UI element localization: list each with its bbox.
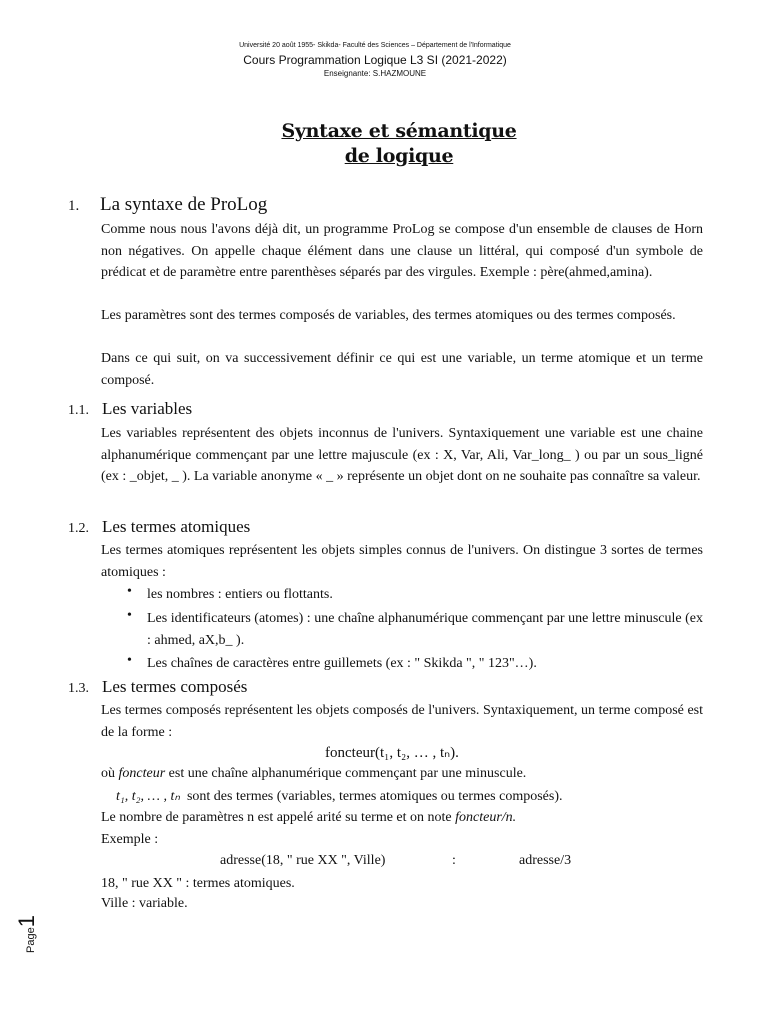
section-1-heading: [68, 194, 267, 216]
section-number: 1.: [68, 198, 80, 214]
document-title-line2: de logique: [344, 145, 454, 167]
example-arity: adresse/3: [519, 853, 572, 868]
university-line: Université 20 août 1955- Skikda- Faculté des Sciences – Département de l'Informatique: [239, 42, 511, 49]
section-1-1-heading: [68, 399, 192, 419]
example-label: Exemple :: [101, 832, 159, 847]
section-1-paragraph-2: Les paramètres sont des termes composés de variables, des termes atomiques ou des termes composés.: [101, 308, 676, 323]
arity-definition: [101, 810, 516, 826]
section-title: Les variables: [102, 399, 193, 418]
section-title: Les termes atomiques: [102, 517, 251, 536]
course-title: Cours Programmation Logique L3 SI (2021-2022): [243, 53, 507, 67]
math-arity: foncteur/n.: [455, 810, 517, 825]
section-1-1-paragraph: Les variables représentent des objets inconnus de l'univers. Syntaxiquement une variable est une chaine alphanumérique commençant par une lettre majuscule (ex : X, Var, Ali, Var_long_ ) ou par un sous_ligné (ex : _objet, _ ). La variable anonyme « _ » représente un objet dont on ne souhaite pas connaître sa valeur.: [101, 426, 703, 484]
terms-definition: [116, 788, 563, 805]
example-separator: :: [452, 853, 456, 868]
bullet-marker: •: [127, 653, 132, 668]
formula: foncteur(t₁, t₂, … , tₙ).: [325, 745, 459, 761]
text-where: où: [101, 766, 115, 781]
foncteur-definition: [101, 766, 526, 782]
list-item: les nombres : entiers ou flottants.: [147, 587, 333, 602]
math-terms: t₁, t₂, … , tₙ: [116, 789, 180, 804]
page-word: Page: [25, 927, 37, 953]
math-foncteur: foncteur: [118, 766, 166, 781]
list-item: Les chaînes de caractères entre guillemets (ex : " Skikda ", " 123"…).: [147, 656, 537, 671]
text-terms: sont des termes (variables, termes atomiques ou termes composés).: [186, 789, 563, 804]
page-number-label: [8, 905, 58, 957]
text-arity: Le nombre de paramètres n est appelé arité su terme et on note: [101, 810, 452, 825]
section-1-3-paragraph: Les termes composés représentent les objets composés de l'univers. Syntaxiquement, un terme composé est de la forme :: [101, 703, 703, 740]
section-1-2-paragraph: Les termes atomiques représentent les objets simples connus de l'univers. On distingue 3 sortes de termes atomiques :: [101, 543, 703, 580]
section-title: La syntaxe de ProLog: [100, 194, 268, 215]
section-number: 1.1.: [68, 403, 89, 418]
example-term: adresse(18, " rue XX ", Ville): [220, 853, 386, 868]
page-number: 1: [14, 915, 39, 928]
bullet-marker: •: [127, 584, 132, 599]
section-1-paragraph-1: Comme nous nous l'avons déjà dit, un programme ProLog se compose d'un ensemble de clauses de Horn non négatives. On appelle chaque élément dans une clause un littéral, qui composé d'un symbole de prédicat et de paramètre entre parenthèses séparés par des virgules. Exemple : père(ahmed,amina).: [101, 222, 703, 280]
section-number: 1.3.: [68, 681, 89, 696]
document-title-line1: Syntaxe et sémantique: [281, 120, 517, 142]
section-1-2-heading: [68, 517, 250, 537]
bullet-marker: •: [127, 608, 132, 623]
section-number: 1.2.: [68, 521, 89, 536]
list-item: Les identificateurs (atomes) : une chaîne alphanumérique commençant par une lettre minuscule (ex : ahmed, aX,b_ ).: [147, 611, 703, 648]
teacher-line: Enseignante: S.HAZMOUNE: [323, 69, 427, 78]
example-note-variable: Ville : variable.: [101, 896, 188, 911]
section-title: Les termes composés: [102, 677, 248, 696]
text-definition: est une chaîne alphanumérique commençant par une minuscule.: [168, 766, 527, 781]
section-1-paragraph-3: Dans ce qui suit, on va successivement définir ce qui est une variable, un terme atomique et un terme composé.: [101, 351, 703, 388]
example-note-atomic: 18, " rue XX " : termes atomiques.: [101, 876, 295, 891]
section-1-3-heading: [68, 677, 247, 697]
